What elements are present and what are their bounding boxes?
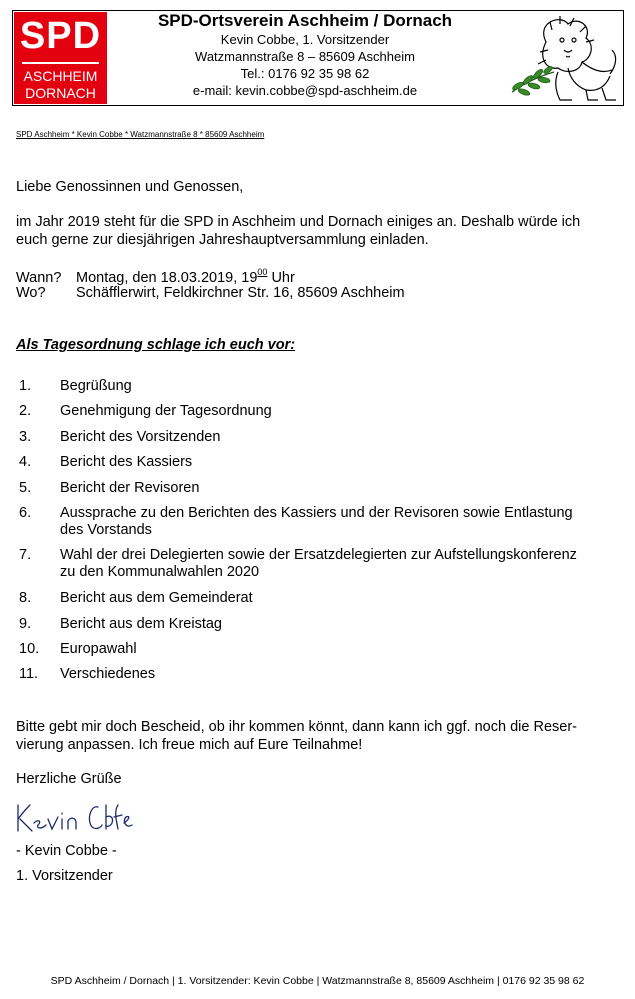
letter-greeting: Liebe Genossinnen und Genossen, <box>16 179 244 195</box>
agenda-item-text <box>60 378 620 395</box>
email-line: e-mail: kevin.cobbe@spd-aschheim.de <box>192 83 418 98</box>
wann-suffix: Uhr <box>271 270 295 286</box>
wann-label: Wann? <box>16 270 62 286</box>
agenda-item-line-1: Begrüßung <box>60 378 132 394</box>
lion-illustration <box>506 12 622 104</box>
agenda-item-number: 5. <box>19 480 32 496</box>
agenda-item-line-1: Aussprache zu den Berichten des Kassiers und der Revisoren sowie Entlastung <box>60 505 573 521</box>
logo-brand: SPD <box>19 15 102 57</box>
intro-line-2: euch gerne zur diesjährigen Jahreshauptversammlung einladen. <box>16 232 429 248</box>
letter-closing <box>16 718 577 754</box>
letterhead-text <box>110 11 500 99</box>
agenda-item-number: 11. <box>19 666 39 682</box>
agenda-item-number: 10. <box>19 641 40 657</box>
agenda-item-number: 1. <box>19 378 32 394</box>
agenda-title: Als Tagesordnung schlage ich euch vor: <box>16 337 296 353</box>
agenda-item-text <box>60 429 620 446</box>
letter-intro <box>16 213 580 249</box>
agenda-item-text <box>60 641 620 658</box>
agenda-item-line-1: Bericht des Vorsitzenden <box>60 429 221 445</box>
signer-role: 1. Vorsitzender <box>16 868 113 884</box>
agenda-item-line-1: Wahl der drei Delegierten sowie der Ersatzdelegierten zur Aufstellungskonferenz <box>60 547 577 563</box>
regards: Herzliche Grüße <box>16 771 122 787</box>
agenda-item-line-1: Europawahl <box>60 641 137 657</box>
logo-divider <box>22 62 99 64</box>
spd-logo <box>14 12 107 104</box>
closing-line-2: vierung anpassen. Ich freue mich auf Eure Teilnahme! <box>16 737 363 753</box>
agenda-item-number: 6. <box>19 505 32 521</box>
agenda-item-text <box>60 480 620 497</box>
phone-line: Tel.: 0176 92 35 98 62 <box>240 66 370 81</box>
agenda-item-text <box>60 590 620 607</box>
intro-line-1: im Jahr 2019 steht für die SPD in Aschheim und Dornach einiges an. Deshalb würde ich <box>16 214 581 230</box>
signer-name: - Kevin Cobbe - <box>16 843 117 859</box>
agenda-item-text <box>60 403 620 420</box>
agenda-item-line-1: Genehmigung der Tagesordnung <box>60 403 272 419</box>
address-line: Watzmannstraße 8 – 85609 Aschheim <box>195 49 415 64</box>
agenda-item-text <box>60 666 620 683</box>
chair-line: Kevin Cobbe, 1. Vorsitzender <box>220 32 390 47</box>
closing-line-1: Bitte gebt mir doch Bescheid, ob ihr kommen könnt, dann kann ich ggf. noch die Reser- <box>16 719 577 735</box>
agenda-item-number: 8. <box>19 590 32 606</box>
agenda-item-number: 2. <box>19 403 32 419</box>
agenda-item-line-1: Bericht der Revisoren <box>60 480 200 496</box>
agenda-item-line-1: Verschiedenes <box>60 666 156 682</box>
agenda-item-line-2: des Vorstands <box>60 522 152 538</box>
agenda-item-text <box>60 547 620 581</box>
handwritten-signature <box>14 797 134 837</box>
page-footer: SPD Aschheim / Dornach | 1. Vorsitzender: Kevin Cobbe | Watzmannstraße 8, 85609 Aschheim | 0176 92 35 98 62 <box>50 975 585 987</box>
agenda-item-number: 7. <box>19 547 32 563</box>
agenda-item-line-2: zu den Kommunalwahlen 2020 <box>60 564 260 580</box>
agenda-item-number: 4. <box>19 454 32 470</box>
wann-value: Montag, den 18.03.2019, 19 <box>76 270 258 286</box>
wo-label: Wo? <box>16 285 46 301</box>
wann-minutes: 00 <box>257 267 268 277</box>
agenda-item-text <box>60 616 620 633</box>
agenda-item-number: 3. <box>19 429 32 445</box>
agenda-item-line-1: Bericht aus dem Kreistag <box>60 616 222 632</box>
sender-return-line: SPD Aschheim * Kevin Cobbe * Watzmannstraße 8 * 85609 Aschheim <box>16 130 265 139</box>
meeting-location-row <box>16 284 405 302</box>
agenda-item-text <box>60 454 620 471</box>
wo-value: Schäfflerwirt, Feldkirchner Str. 16, 85609 Aschheim <box>76 285 405 301</box>
agenda-item-number: 9. <box>19 616 32 632</box>
agenda-item-line-1: Bericht des Kassiers <box>60 454 193 470</box>
agenda-item-line-1: Bericht aus dem Gemeinderat <box>60 590 253 606</box>
org-name: SPD-Ortsverein Aschheim / Dornach <box>157 11 453 30</box>
logo-line-1: ASCHHEIM <box>23 68 98 84</box>
agenda-item-text <box>60 505 620 539</box>
logo-line-2: DORNACH <box>25 85 96 101</box>
